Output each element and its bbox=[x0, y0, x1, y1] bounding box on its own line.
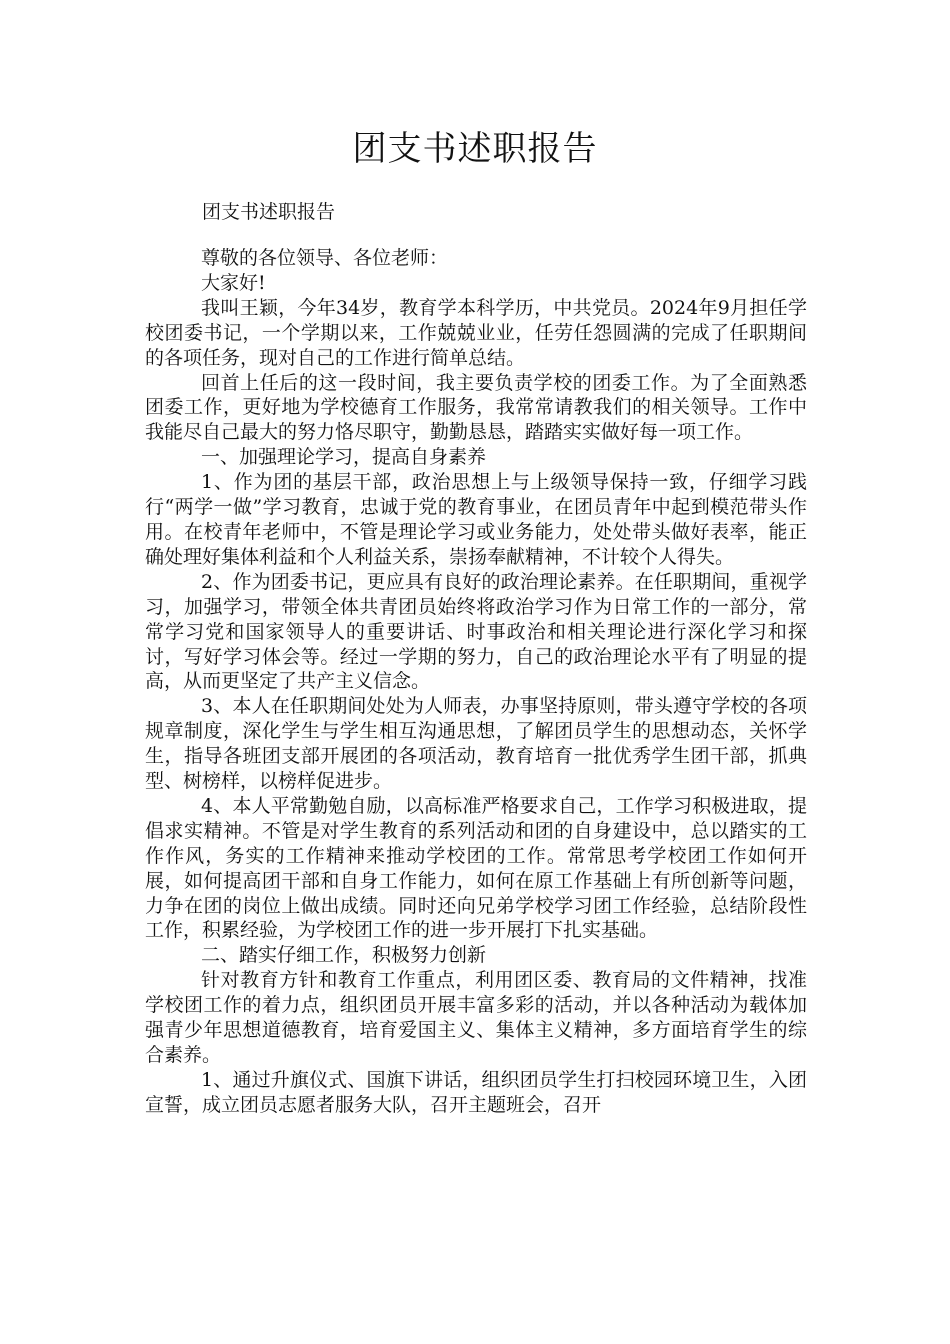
paragraph: 1、作为团的基层干部，政治思想上与上级领导保持一致，仔细学习践行“两学一做”学习教育，忠诚于党的教育事业，在团员青年中起到模范带头作用。在校青年老师中，不管是理论学习或业务能力，处处带头做好表率，能正确处理好集体利益和个人利益关系，崇扬奉献精神，不计较个人得失。 bbox=[145, 471, 807, 568]
paragraph: 针对教育方针和教育工作重点，利用团区委、教育局的文件精神，找准学校团工作的着力点，组织团员开展丰富多彩的活动，并以各种活动为载体加强青少年思想道德教育，培育爱国主义、集体主义精神，多方面培育学生的综合素养。 bbox=[145, 969, 807, 1066]
paragraph: 回首上任后的这一段时间，我主要负责学校的团委工作。为了全面熟悉团委工作，更好地为学校德育工作服务，我常常请教我们的相关领导。工作中我能尽自己最大的努力恪尽职守，勤勤恳恳，踏踏实实做好每一项工作。 bbox=[145, 371, 807, 444]
document-subtitle: 团支书述职报告 bbox=[202, 201, 336, 223]
section-heading: 二、踏实仔细工作，积极努力创新 bbox=[201, 944, 487, 967]
document-body bbox=[145, 246, 807, 1118]
paragraph: 4、本人平常勤勉自励，以高标准严格要求自己，工作学习积极进取，提倡求实精神。不管是对学生教育的系列活动和团的自身建设中，总以踏实的工作作风，务实的工作精神来推动学校团的工作。常常思考学校团工作如何开展，如何提高团干部和自身工作能力，如何在原工作基础上有所创新等问题，力争在团的岗位上做出成绩。同时还向兄弟学校学习团工作经验，总结阶段性工作，积累经验，为学校团工作的进一步开展打下扎实基础。 bbox=[145, 794, 807, 942]
paragraph: 我叫王颖，今年34岁，教育学本科学历，中共党员。2024年9月担任学校团委书记，一个学期以来，工作兢兢业业，任劳任怨圆满的完成了任职期间的各项任务，现对自己的工作进行简单总结。 bbox=[145, 296, 807, 369]
paragraph: 1、通过升旗仪式、国旗下讲话，组织团员学生打扫校园环境卫生，入团宣誓，成立团员志愿者服务大队，召开主题班会，召开 bbox=[145, 1068, 807, 1116]
section-heading: 一、加强理论学习，提高自身素养 bbox=[201, 446, 487, 469]
greeting: 大家好! bbox=[201, 271, 266, 294]
document-title: 团支书述职报告 bbox=[352, 129, 598, 169]
paragraph: 2、作为团委书记，更应具有良好的政治理论素养。在任职期间，重视学习，加强学习，带领全体共青团员始终将政治学习作为日常工作的一部分，常常学习党和国家领导人的重要讲话、时事政治和相关理论进行深化学习和探讨，写好学习体会等。经过一学期的努力，自己的政治理论水平有了明显的提高，从而更坚定了共产主义信念。 bbox=[145, 570, 807, 693]
paragraph: 3、本人在任职期间处处为人师表，办事坚持原则，带头遵守学校的各项规章制度，深化学生与学生相互沟通思想，了解团员学生的思想动态，关怀学生，指导各班团支部开展团的各项活动，教育培育一批优秀学生团干部，抓典型、树榜样，以榜样促进步。 bbox=[145, 695, 807, 793]
salutation: 尊敬的各位领导、各位老师： bbox=[201, 247, 449, 269]
